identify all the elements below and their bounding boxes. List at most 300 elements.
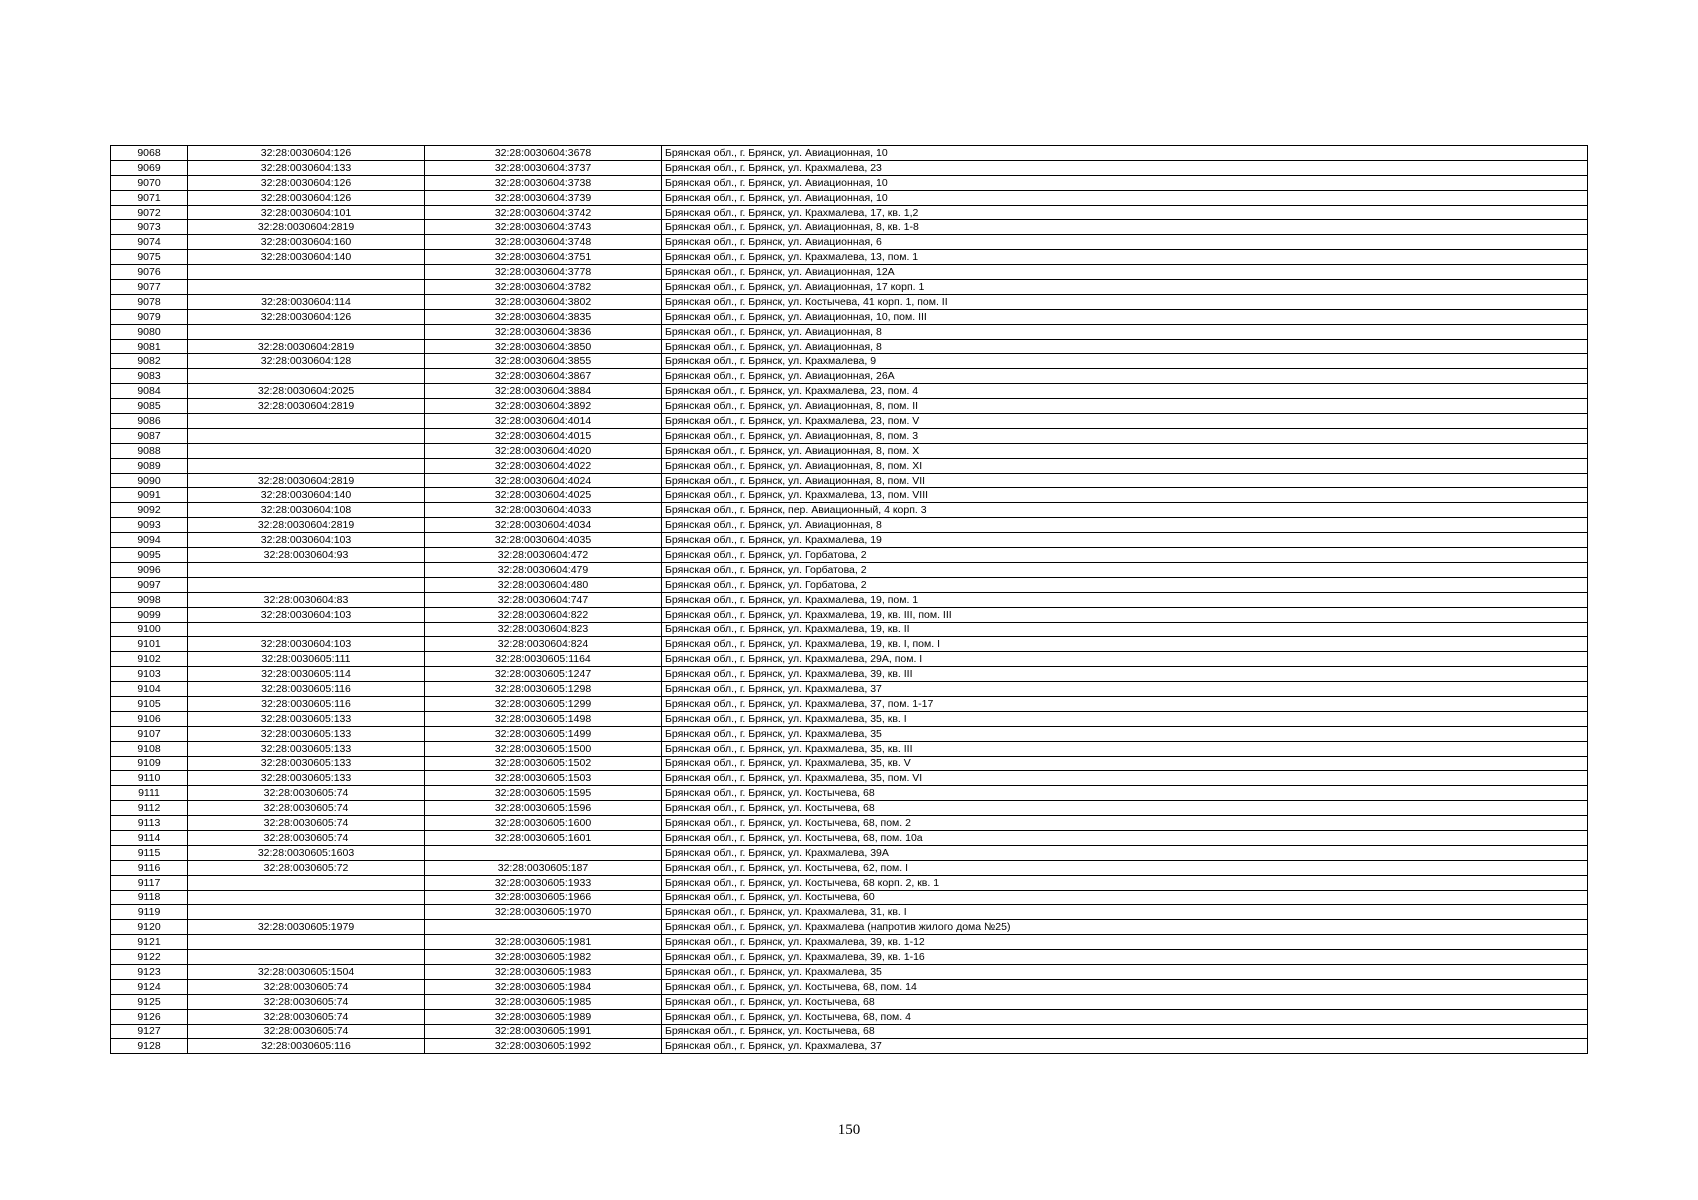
object-cadastral-number-cell: 32:28:0030604:823	[425, 622, 662, 637]
register-table-body	[111, 146, 1588, 1054]
address-cell: Брянская обл., г. Брянск, ул. Крахмалева (напротив жилого дома №25)	[662, 920, 1588, 935]
object-cadastral-number-cell: 32:28:0030605:1595	[425, 786, 662, 801]
row-number-cell: 9106	[111, 711, 188, 726]
parent-cadastral-number-cell: 32:28:0030604:126	[188, 146, 425, 161]
address-cell: Брянская обл., г. Брянск, ул. Авиационная, 26А	[662, 369, 1588, 384]
address-cell: Брянская обл., г. Брянск, ул. Костычева, 68, пом. 10а	[662, 830, 1588, 845]
parent-cadastral-number-cell: 32:28:0030605:114	[188, 667, 425, 682]
row-number-cell: 9108	[111, 741, 188, 756]
row-number-cell: 9081	[111, 339, 188, 354]
table-row	[111, 577, 1588, 592]
address-cell: Брянская обл., г. Брянск, ул. Крахмалева, 37	[662, 682, 1588, 697]
table-row	[111, 726, 1588, 741]
row-number-cell: 9118	[111, 890, 188, 905]
table-row	[111, 890, 1588, 905]
parent-cadastral-number-cell: 32:28:0030605:1603	[188, 845, 425, 860]
object-cadastral-number-cell: 32:28:0030604:4025	[425, 488, 662, 503]
address-cell: Брянская обл., г. Брянск, ул. Авиационная, 8, пом. II	[662, 399, 1588, 414]
object-cadastral-number-cell: 32:28:0030605:1164	[425, 652, 662, 667]
row-number-cell: 9070	[111, 175, 188, 190]
object-cadastral-number-cell: 32:28:0030605:1982	[425, 950, 662, 965]
table-row	[111, 488, 1588, 503]
row-number-cell: 9101	[111, 637, 188, 652]
row-number-cell: 9113	[111, 816, 188, 831]
parent-cadastral-number-cell: 32:28:0030605:116	[188, 682, 425, 697]
row-number-cell: 9080	[111, 324, 188, 339]
parent-cadastral-number-cell: 32:28:0030605:74	[188, 816, 425, 831]
row-number-cell: 9091	[111, 488, 188, 503]
object-cadastral-number-cell: 32:28:0030605:1989	[425, 1009, 662, 1024]
table-row	[111, 354, 1588, 369]
address-cell: Брянская обл., г. Брянск, ул. Крахмалева, 35, кв. I	[662, 711, 1588, 726]
row-number-cell: 9097	[111, 577, 188, 592]
object-cadastral-number-cell: 32:28:0030605:187	[425, 860, 662, 875]
parent-cadastral-number-cell	[188, 265, 425, 280]
table-row	[111, 950, 1588, 965]
object-cadastral-number-cell: 32:28:0030605:1601	[425, 830, 662, 845]
table-row	[111, 265, 1588, 280]
table-row	[111, 1039, 1588, 1054]
address-cell: Брянская обл., г. Брянск, ул. Авиационная, 8, пом. XI	[662, 458, 1588, 473]
parent-cadastral-number-cell: 32:28:0030605:133	[188, 771, 425, 786]
table-row	[111, 607, 1588, 622]
parent-cadastral-number-cell: 32:28:0030604:128	[188, 354, 425, 369]
row-number-cell: 9100	[111, 622, 188, 637]
table-row	[111, 190, 1588, 205]
row-number-cell: 9126	[111, 1009, 188, 1024]
table-row	[111, 443, 1588, 458]
parent-cadastral-number-cell: 32:28:0030604:126	[188, 190, 425, 205]
parent-cadastral-number-cell: 32:28:0030604:2819	[188, 399, 425, 414]
address-cell: Брянская обл., г. Брянск, ул. Костычева, 41 корп. 1, пом. II	[662, 294, 1588, 309]
address-cell: Брянская обл., г. Брянск, ул. Костычева, 68, пом. 4	[662, 1009, 1588, 1024]
table-row	[111, 428, 1588, 443]
parent-cadastral-number-cell: 32:28:0030605:72	[188, 860, 425, 875]
table-row	[111, 309, 1588, 324]
parent-cadastral-number-cell	[188, 443, 425, 458]
address-cell: Брянская обл., г. Брянск, ул. Крахмалева, 39, кв. 1-16	[662, 950, 1588, 965]
row-number-cell: 9071	[111, 190, 188, 205]
parent-cadastral-number-cell	[188, 890, 425, 905]
row-number-cell: 9069	[111, 160, 188, 175]
object-cadastral-number-cell: 32:28:0030604:4033	[425, 503, 662, 518]
address-cell: Брянская обл., г. Брянск, ул. Костычева, 68	[662, 1024, 1588, 1039]
address-cell: Брянская обл., г. Брянск, ул. Крахмалева, 35, кв. V	[662, 756, 1588, 771]
object-cadastral-number-cell: 32:28:0030604:3738	[425, 175, 662, 190]
parent-cadastral-number-cell: 32:28:0030605:74	[188, 801, 425, 816]
row-number-cell: 9089	[111, 458, 188, 473]
table-row	[111, 324, 1588, 339]
object-cadastral-number-cell	[425, 845, 662, 860]
address-cell: Брянская обл., г. Брянск, ул. Крахмалева, 39А	[662, 845, 1588, 860]
parent-cadastral-number-cell: 32:28:0030604:101	[188, 205, 425, 220]
table-row	[111, 250, 1588, 265]
row-number-cell: 9110	[111, 771, 188, 786]
object-cadastral-number-cell: 32:28:0030604:3737	[425, 160, 662, 175]
page-number: 150	[837, 1122, 861, 1138]
address-cell: Брянская обл., г. Брянск, ул. Костычева, 68, пом. 14	[662, 979, 1588, 994]
object-cadastral-number-cell: 32:28:0030604:4024	[425, 473, 662, 488]
parent-cadastral-number-cell	[188, 905, 425, 920]
address-cell: Брянская обл., г. Брянск, ул. Крахмалева, 23, пом. 4	[662, 384, 1588, 399]
object-cadastral-number-cell: 32:28:0030604:4020	[425, 443, 662, 458]
parent-cadastral-number-cell: 32:28:0030604:2025	[188, 384, 425, 399]
table-row	[111, 533, 1588, 548]
row-number-cell: 9094	[111, 533, 188, 548]
object-cadastral-number-cell: 32:28:0030604:3743	[425, 220, 662, 235]
parent-cadastral-number-cell	[188, 935, 425, 950]
table-row	[111, 652, 1588, 667]
parent-cadastral-number-cell	[188, 414, 425, 429]
table-row	[111, 294, 1588, 309]
row-number-cell: 9111	[111, 786, 188, 801]
address-cell: Брянская обл., г. Брянск, ул. Авиационная, 10	[662, 146, 1588, 161]
object-cadastral-number-cell: 32:28:0030604:3867	[425, 369, 662, 384]
address-cell: Брянская обл., г. Брянск, ул. Крахмалева, 37	[665, 1040, 882, 1053]
parent-cadastral-number-cell: 32:28:0030604:103	[188, 637, 425, 652]
object-cadastral-number-cell: 32:28:0030605:1991	[425, 1024, 662, 1039]
row-number-cell: 9096	[111, 562, 188, 577]
object-cadastral-number-cell: 32:28:0030604:4014	[425, 414, 662, 429]
address-cell: Брянская обл., г. Брянск, ул. Крахмалева, 39, кв. 1-12	[662, 935, 1588, 950]
parent-cadastral-number-cell: 32:28:0030604:83	[188, 592, 425, 607]
object-cadastral-number-cell: 32:28:0030604:479	[425, 562, 662, 577]
object-cadastral-number-cell: 32:28:0030605:1983	[425, 964, 662, 979]
row-number-cell: 9073	[111, 220, 188, 235]
address-cell: Брянская обл., г. Брянск, ул. Авиационная, 6	[662, 235, 1588, 250]
object-cadastral-number-cell: 32:28:0030604:3748	[425, 235, 662, 250]
object-cadastral-number-cell: 32:28:0030604:824	[425, 637, 662, 652]
object-cadastral-number-cell: 32:28:0030604:4015	[425, 428, 662, 443]
table-row	[111, 384, 1588, 399]
row-number-cell: 9072	[111, 205, 188, 220]
parent-cadastral-number-cell	[188, 280, 425, 295]
parent-cadastral-number-cell: 32:28:0030605:133	[188, 741, 425, 756]
table-row	[111, 175, 1588, 190]
row-number-cell: 9104	[111, 682, 188, 697]
row-number-cell: 9068	[111, 146, 188, 161]
parent-cadastral-number-cell: 32:28:0030605:133	[188, 711, 425, 726]
address-cell: Брянская обл., г. Брянск, ул. Авиационная, 8, пом. VII	[662, 473, 1588, 488]
address-cell: Брянская обл., г. Брянск, пер. Авиационный, 4 корп. 3	[662, 503, 1588, 518]
address-cell: Брянская обл., г. Брянск, ул. Горбатова, 2	[662, 562, 1588, 577]
address-cell: Брянская обл., г. Брянск, ул. Крахмалева, 29А, пом. I	[662, 652, 1588, 667]
object-cadastral-number-cell: 32:28:0030605:1298	[425, 682, 662, 697]
row-number-cell: 9075	[111, 250, 188, 265]
table-row	[111, 964, 1588, 979]
parent-cadastral-number-cell: 32:28:0030605:74	[188, 786, 425, 801]
address-cell: Брянская обл., г. Брянск, ул. Авиационная, 8	[662, 324, 1588, 339]
parent-cadastral-number-cell	[188, 875, 425, 890]
table-row	[111, 622, 1588, 637]
object-cadastral-number-cell: 32:28:0030605:1247	[425, 667, 662, 682]
row-number-cell: 9099	[111, 607, 188, 622]
parent-cadastral-number-cell: 32:28:0030605:74	[188, 979, 425, 994]
parent-cadastral-number-cell: 32:28:0030604:126	[188, 309, 425, 324]
table-row	[111, 414, 1588, 429]
table-row	[111, 592, 1588, 607]
address-cell: Брянская обл., г. Брянск, ул. Крахмалева, 13, пом. VIII	[662, 488, 1588, 503]
object-cadastral-number-cell: 32:28:0030604:3850	[425, 339, 662, 354]
address-cell: Брянская обл., г. Брянск, ул. Крахмалева, 17, кв. 1,2	[662, 205, 1588, 220]
object-cadastral-number-cell: 32:28:0030605:1984	[425, 979, 662, 994]
row-number-cell: 9083	[111, 369, 188, 384]
object-cadastral-number-cell: 32:28:0030604:4022	[425, 458, 662, 473]
row-number-cell: 9102	[111, 652, 188, 667]
address-cell: Брянская обл., г. Брянск, ул. Авиационная, 8, пом. 3	[662, 428, 1588, 443]
parent-cadastral-number-cell	[188, 562, 425, 577]
row-number-cell: 9074	[111, 235, 188, 250]
table-row	[111, 830, 1588, 845]
table-row	[111, 146, 1588, 161]
row-number-cell: 9082	[111, 354, 188, 369]
row-number-cell: 9084	[111, 384, 188, 399]
object-cadastral-number-cell: 32:28:0030604:3778	[425, 265, 662, 280]
parent-cadastral-number-cell: 32:28:0030605:1504	[188, 964, 425, 979]
table-row	[111, 473, 1588, 488]
row-number-cell: 9079	[111, 309, 188, 324]
table-row	[111, 756, 1588, 771]
row-number-cell: 9087	[111, 428, 188, 443]
table-row	[111, 280, 1588, 295]
object-cadastral-number-cell: 32:28:0030604:4034	[425, 518, 662, 533]
address-cell: Брянская обл., г. Брянск, ул. Авиационная, 10	[662, 175, 1588, 190]
object-cadastral-number-cell: 32:28:0030605:1600	[425, 816, 662, 831]
table-row	[111, 801, 1588, 816]
table-row	[111, 518, 1588, 533]
parent-cadastral-number-cell: 32:28:0030604:140	[188, 488, 425, 503]
address-cell: Брянская обл., г. Брянск, ул. Крахмалева, 31, кв. I	[662, 905, 1588, 920]
row-number-cell: 9098	[111, 592, 188, 607]
address-cell: Брянская обл., г. Брянск, ул. Авиационная, 10, пом. III	[662, 309, 1588, 324]
address-cell: Брянская обл., г. Брянск, ул. Авиационная, 10	[662, 190, 1588, 205]
address-cell: Брянская обл., г. Брянск, ул. Крахмалева, 13, пом. 1	[662, 250, 1588, 265]
table-row	[111, 845, 1588, 860]
parent-cadastral-number-cell: 32:28:0030605:133	[188, 726, 425, 741]
parent-cadastral-number-cell: 32:28:0030604:103	[188, 607, 425, 622]
parent-cadastral-number-cell: 32:28:0030605:74	[188, 1009, 425, 1024]
row-number-cell: 9077	[111, 280, 188, 295]
table-row	[111, 205, 1588, 220]
address-cell: Брянская обл., г. Брянск, ул. Костычева, 68, пом. 2	[662, 816, 1588, 831]
row-number-cell: 9088	[111, 443, 188, 458]
address-cell: Брянская обл., г. Брянск, ул. Авиационная, 8	[662, 518, 1588, 533]
address-cell: Брянская обл., г. Брянск, ул. Костычева, 68	[662, 786, 1588, 801]
table-row	[111, 235, 1588, 250]
address-cell: Брянская обл., г. Брянск, ул. Горбатова, 2	[662, 548, 1588, 563]
address-cell: Брянская обл., г. Брянск, ул. Костычева, 68	[662, 994, 1588, 1009]
object-cadastral-number-cell: 32:28:0030605:1966	[425, 890, 662, 905]
address-cell: Брянская обл., г. Брянск, ул. Крахмалева, 19, пом. 1	[662, 592, 1588, 607]
table-row	[111, 339, 1588, 354]
parent-cadastral-number-cell: 32:28:0030604:160	[188, 235, 425, 250]
object-cadastral-number-cell: 32:28:0030605:1500	[425, 741, 662, 756]
row-number-cell: 9119	[111, 905, 188, 920]
row-number-cell: 9085	[111, 399, 188, 414]
parent-cadastral-number-cell: 32:28:0030604:2819	[188, 473, 425, 488]
object-cadastral-number-cell: 32:28:0030604:3742	[425, 205, 662, 220]
address-cell: Брянская обл., г. Брянск, ул. Крахмалева, 35, пом. VI	[662, 771, 1588, 786]
address-cell: Брянская обл., г. Брянск, ул. Костычева, 68 корп. 2, кв. 1	[662, 875, 1588, 890]
object-cadastral-number-cell: 32:28:0030604:3802	[425, 294, 662, 309]
address-cell: Брянская обл., г. Брянск, ул. Костычева, 60	[662, 890, 1588, 905]
table-row	[111, 1009, 1588, 1024]
object-cadastral-number-cell: 32:28:0030605:1596	[425, 801, 662, 816]
row-number-cell: 9124	[111, 979, 188, 994]
parent-cadastral-number-cell: 32:28:0030605:116	[188, 696, 425, 711]
table-row	[111, 682, 1588, 697]
parent-cadastral-number-cell: 32:28:0030605:133	[188, 756, 425, 771]
table-row	[111, 369, 1588, 384]
row-number-cell: 9078	[111, 294, 188, 309]
table-row	[111, 905, 1588, 920]
row-number-cell: 9107	[111, 726, 188, 741]
parent-cadastral-number-cell: 32:28:0030604:2819	[188, 220, 425, 235]
address-cell: Брянская обл., г. Брянск, ул. Крахмалева, 19, кв. I, пом. I	[662, 637, 1588, 652]
address-cell: Брянская обл., г. Брянск, ул. Авиационная, 17 корп. 1	[662, 280, 1588, 295]
table-row	[111, 696, 1588, 711]
parent-cadastral-number-cell: 32:28:0030604:140	[188, 250, 425, 265]
object-cadastral-number-cell: 32:28:0030605:1502	[425, 756, 662, 771]
row-number-cell: 9115	[111, 845, 188, 860]
row-number-cell: 9125	[111, 994, 188, 1009]
table-row	[111, 816, 1588, 831]
address-cell: Брянская обл., г. Брянск, ул. Авиационная, 8, кв. 1-8	[662, 220, 1588, 235]
object-cadastral-number-cell: 32:28:0030605:1299	[425, 696, 662, 711]
table-row	[111, 771, 1588, 786]
address-cell: Брянская обл., г. Брянск, ул. Костычева, 62, пом. I	[662, 860, 1588, 875]
object-cadastral-number-cell: 32:28:0030604:480	[425, 577, 662, 592]
row-number-cell: 9128	[111, 1039, 188, 1054]
parent-cadastral-number-cell: 32:28:0030604:133	[188, 160, 425, 175]
parent-cadastral-number-cell	[188, 622, 425, 637]
row-number-cell: 9127	[111, 1024, 188, 1039]
parent-cadastral-number-cell: 32:28:0030605:74	[188, 994, 425, 1009]
parent-cadastral-number-cell: 32:28:0030604:103	[188, 533, 425, 548]
object-cadastral-number-cell: 32:28:0030604:3836	[425, 324, 662, 339]
table-row	[111, 1024, 1588, 1039]
table-row	[111, 548, 1588, 563]
parent-cadastral-number-cell: 32:28:0030605:74	[188, 830, 425, 845]
table-row	[111, 458, 1588, 473]
object-cadastral-number-cell: 32:28:0030604:3751	[425, 250, 662, 265]
parent-cadastral-number-cell: 32:28:0030605:116	[188, 1039, 425, 1054]
table-row	[111, 920, 1588, 935]
parent-cadastral-number-cell	[188, 458, 425, 473]
address-cell: Брянская обл., г. Брянск, ул. Крахмалева, 37, пом. 1-17	[662, 696, 1588, 711]
table-row	[111, 637, 1588, 652]
parent-cadastral-number-cell	[188, 428, 425, 443]
property-register-table	[110, 145, 1588, 1054]
object-cadastral-number-cell: 32:28:0030604:3835	[425, 309, 662, 324]
parent-cadastral-number-cell: 32:28:0030605:74	[188, 1024, 425, 1039]
address-cell: Брянская обл., г. Брянск, ул. Костычева, 68	[662, 801, 1588, 816]
parent-cadastral-number-cell: 32:28:0030604:2819	[188, 518, 425, 533]
object-cadastral-number-cell: 32:28:0030604:3782	[425, 280, 662, 295]
object-cadastral-number-cell: 32:28:0030604:3855	[425, 354, 662, 369]
row-number-cell: 9086	[111, 414, 188, 429]
parent-cadastral-number-cell: 32:28:0030605:1979	[188, 920, 425, 935]
object-cadastral-number-cell: 32:28:0030605:1992	[425, 1039, 662, 1054]
table-row	[111, 741, 1588, 756]
row-number-cell: 9093	[111, 518, 188, 533]
row-number-cell: 9117	[111, 875, 188, 890]
address-cell: Брянская обл., г. Брянск, ул. Крахмалева, 35	[662, 726, 1588, 741]
object-cadastral-number-cell: 32:28:0030604:3678	[425, 146, 662, 161]
object-cadastral-number-cell: 32:28:0030605:1498	[425, 711, 662, 726]
object-cadastral-number-cell	[425, 920, 662, 935]
row-number-cell: 9103	[111, 667, 188, 682]
address-cell: Брянская обл., г. Брянск, ул. Крахмалева, 35	[662, 964, 1588, 979]
table-row	[111, 667, 1588, 682]
object-cadastral-number-cell: 32:28:0030604:3739	[425, 190, 662, 205]
row-number-cell: 9112	[111, 801, 188, 816]
address-cell: Брянская обл., г. Брянск, ул. Авиационная, 8, пом. X	[662, 443, 1588, 458]
row-number-cell: 9095	[111, 548, 188, 563]
table-row	[111, 399, 1588, 414]
parent-cadastral-number-cell	[188, 369, 425, 384]
parent-cadastral-number-cell: 32:28:0030604:2819	[188, 339, 425, 354]
object-cadastral-number-cell: 32:28:0030604:822	[425, 607, 662, 622]
object-cadastral-number-cell: 32:28:0030605:1981	[425, 935, 662, 950]
address-cell: Брянская обл., г. Брянск, ул. Авиационная, 8	[662, 339, 1588, 354]
parent-cadastral-number-cell: 32:28:0030604:108	[188, 503, 425, 518]
address-cell: Брянская обл., г. Брянск, ул. Крахмалева, 39, кв. III	[662, 667, 1588, 682]
row-number-cell: 9092	[111, 503, 188, 518]
table-row	[111, 875, 1588, 890]
table-row	[111, 935, 1588, 950]
parent-cadastral-number-cell	[188, 950, 425, 965]
object-cadastral-number-cell: 32:28:0030605:1503	[425, 771, 662, 786]
address-cell: Брянская обл., г. Брянск, ул. Крахмалева, 19, кв. II	[662, 622, 1588, 637]
address-cell: Брянская обл., г. Брянск, ул. Авиационная, 12А	[662, 265, 1588, 280]
object-cadastral-number-cell: 32:28:0030604:747	[425, 592, 662, 607]
address-cell: Брянская обл., г. Брянск, ул. Крахмалева, 23, пом. V	[662, 414, 1588, 429]
parent-cadastral-number-cell: 32:28:0030604:93	[188, 548, 425, 563]
object-cadastral-number-cell: 32:28:0030605:1985	[425, 994, 662, 1009]
parent-cadastral-number-cell: 32:28:0030604:126	[188, 175, 425, 190]
row-number-cell: 9076	[111, 265, 188, 280]
row-number-cell: 9123	[111, 964, 188, 979]
row-number-cell: 9120	[111, 920, 188, 935]
parent-cadastral-number-cell: 32:28:0030604:114	[188, 294, 425, 309]
table-row	[111, 220, 1588, 235]
parent-cadastral-number-cell	[188, 324, 425, 339]
object-cadastral-number-cell: 32:28:0030604:4035	[425, 533, 662, 548]
table-row	[111, 979, 1588, 994]
address-cell: Брянская обл., г. Брянск, ул. Крахмалева, 19, кв. III, пом. III	[662, 607, 1588, 622]
address-cell: Брянская обл., г. Брянск, ул. Крахмалева, 19	[662, 533, 1588, 548]
object-cadastral-number-cell: 32:28:0030605:1499	[425, 726, 662, 741]
parent-cadastral-number-cell: 32:28:0030605:111	[188, 652, 425, 667]
parent-cadastral-number-cell	[188, 577, 425, 592]
row-number-cell: 9122	[111, 950, 188, 965]
table-row	[111, 860, 1588, 875]
address-cell: Брянская обл., г. Брянск, ул. Горбатова, 2	[662, 577, 1588, 592]
table-row	[111, 994, 1588, 1009]
table-row	[111, 786, 1588, 801]
row-number-cell: 9121	[111, 935, 188, 950]
table-row	[111, 160, 1588, 175]
address-cell: Брянская обл., г. Брянск, ул. Крахмалева, 23	[662, 160, 1588, 175]
object-cadastral-number-cell: 32:28:0030605:1933	[425, 875, 662, 890]
row-number-cell: 9116	[111, 860, 188, 875]
table-row	[111, 503, 1588, 518]
object-cadastral-number-cell: 32:28:0030604:472	[425, 548, 662, 563]
row-number-cell: 9109	[111, 756, 188, 771]
row-number-cell: 9114	[111, 830, 188, 845]
object-cadastral-number-cell: 32:28:0030604:3884	[425, 384, 662, 399]
